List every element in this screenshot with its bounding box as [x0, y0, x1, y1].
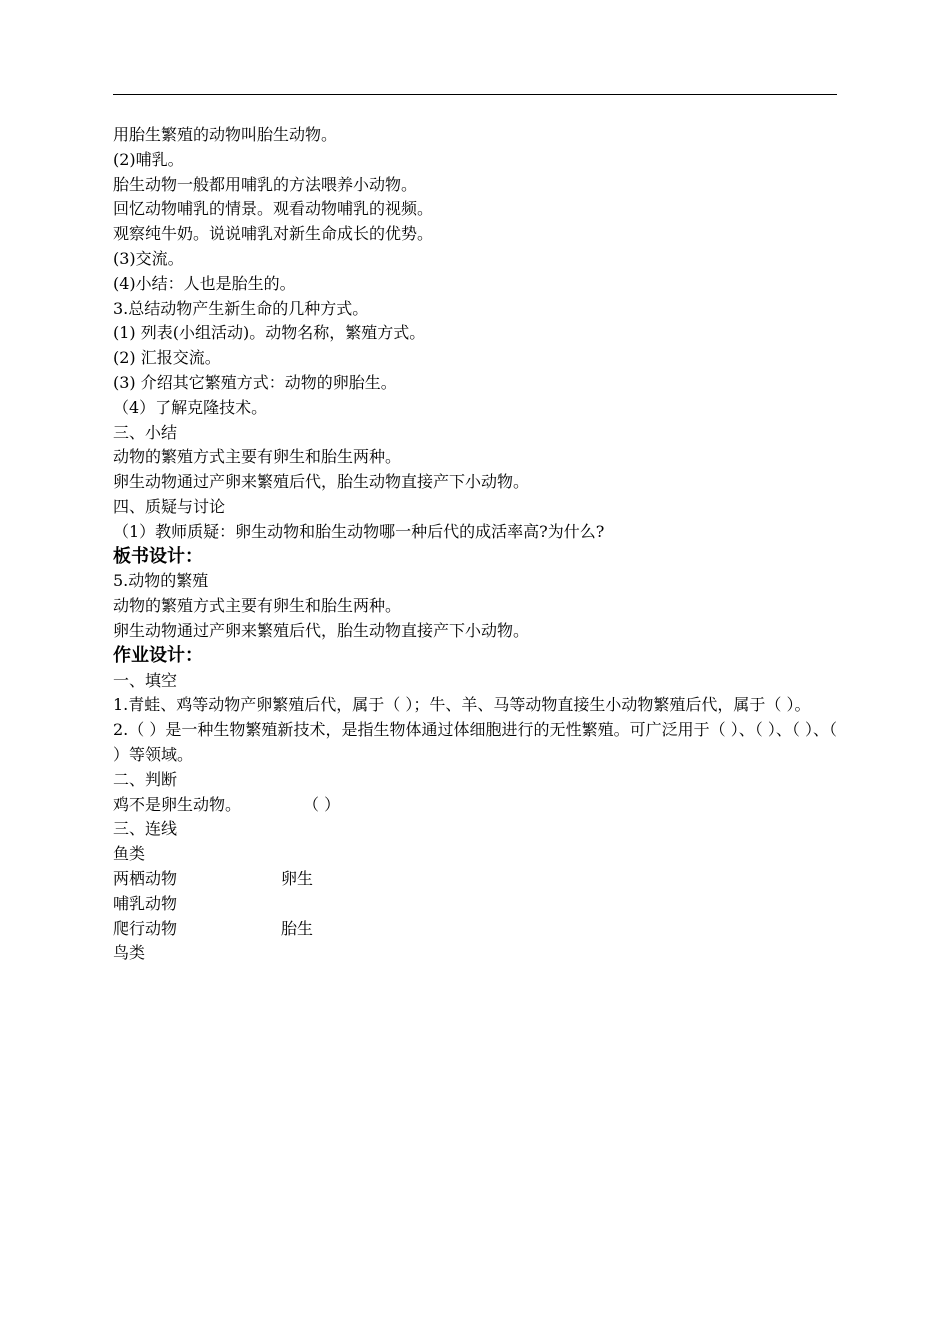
match-left-item: 两栖动物	[113, 868, 178, 888]
text-line: (2) 汇报交流。	[113, 348, 221, 368]
text-line: 动物的繁殖方式主要有卵生和胎生两种。	[113, 447, 402, 467]
match-row	[113, 842, 837, 867]
judge-text: 鸡不是卵生动物。	[113, 794, 242, 814]
document-body	[113, 123, 837, 966]
fill-question-2: 2.（ ）是一种生物繁殖新技术，是指生物体通过体细胞进行的无性繁殖。可广泛用于（ ）、（ ）、（ ）、（ ）等领域。	[113, 720, 837, 764]
match-left-item: 鸟类	[113, 943, 146, 963]
judge-blank: （ ）	[303, 794, 341, 814]
header-rule	[113, 94, 837, 95]
fill-question-1: 1.青蛙、鸡等动物产卵繁殖后代，属于（ ）；牛、羊、马等动物直接生小动物繁殖后代，属于（ ）。	[113, 695, 811, 715]
homework-heading: 作业设计：	[113, 644, 203, 666]
board-line: 动物的繁殖方式主要有卵生和胎生两种。	[113, 596, 402, 616]
text-line: 卵生动物通过产卵来繁殖后代，胎生动物直接产下小动物。	[113, 472, 530, 492]
match-left-item: 鱼类	[113, 844, 146, 864]
section-title-summary: 三、小结	[113, 422, 178, 442]
text-line: （4）了解克隆技术。	[113, 397, 268, 417]
text-line: 回忆动物哺乳的情景。观看动物哺乳的视频。	[113, 199, 434, 219]
text-line: 观察纯牛奶。说说哺乳对新生命成长的优势。	[113, 224, 434, 244]
match-right-item: 胎生	[281, 918, 314, 938]
board-design-heading: 板书设计：	[113, 545, 203, 567]
match-left-item: 爬行动物	[113, 918, 178, 938]
text-line: （1）教师质疑：卵生动物和胎生动物哪一种后代的成活率高?为什么?	[113, 521, 605, 541]
match-title: 三、连线	[113, 819, 178, 839]
judge-question	[113, 793, 837, 818]
match-right-item: 卵生	[281, 868, 314, 888]
text-line: (3)交流。	[113, 248, 184, 268]
text-line: 胎生动物一般都用哺乳的方法喂养小动物。	[113, 174, 418, 194]
section-title-discussion: 四、质疑与讨论	[113, 496, 226, 516]
match-row	[113, 917, 837, 942]
text-line: (2)哺乳。	[113, 149, 184, 169]
text-line: 3.总结动物产生新生命的几种方式。	[113, 298, 369, 318]
match-left-item: 哺乳动物	[113, 893, 178, 913]
board-line: 5.动物的繁殖	[113, 571, 209, 591]
text-line: 用胎生繁殖的动物叫胎生动物。	[113, 125, 338, 144]
match-row	[113, 892, 837, 917]
text-line: (4)小结：人也是胎生的。	[113, 273, 296, 293]
text-line: (1) 列表(小组活动)。动物名称，繁殖方式。	[113, 323, 426, 343]
fill-blank-title: 一、填空	[113, 670, 178, 690]
text-line: (3) 介绍其它繁殖方式：动物的卵胎生。	[113, 372, 397, 392]
match-row	[113, 867, 837, 892]
judge-title: 二、判断	[113, 769, 178, 789]
board-line: 卵生动物通过产卵来繁殖后代，胎生动物直接产下小动物。	[113, 620, 530, 640]
match-row	[113, 941, 837, 966]
